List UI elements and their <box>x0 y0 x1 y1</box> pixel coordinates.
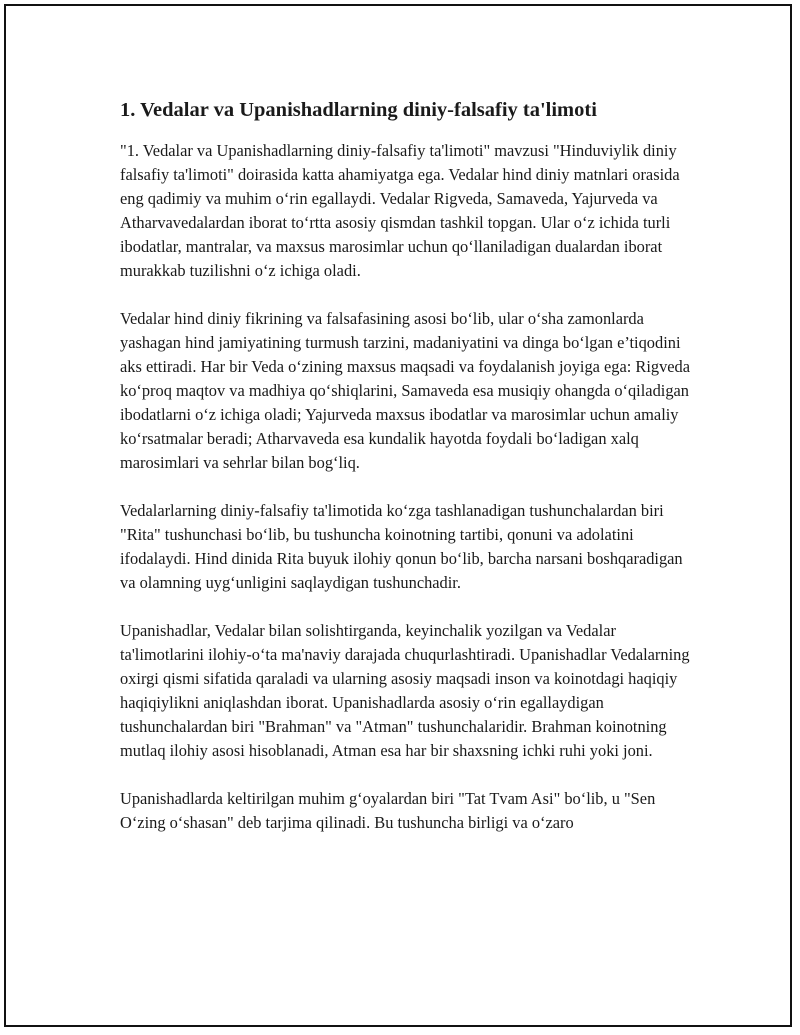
paragraph-2: Vedalar hind diniy fikrining va falsafasining asosi bo‘lib, ular o‘sha zamonlarda yashagan hind jamiyatining turmush tarzini, madaniyatini va dinga bo‘lgan e’tiqodini aks ettiradi. Har bir Veda o‘zining maxsus maqsadi va foydalanish joyiga ega: Rigveda ko‘proq maqtov va madhiya qo‘shiqlarini, Samaveda esa musiqiy ohangda o‘qiladigan ibodatlarni o‘z ichiga oladi; Yajurveda maxsus ibodatlar va marosimlar uchun amaliy ko‘rsatmalar beradi; Atharvaveda esa kundalik hayotda foydali bo‘ladigan xalq marosimlari va sehrlar bilan bog‘liq. <box>120 309 691 472</box>
document-title: 1. Vedalar va Upanishadlarning diniy-falsafiy ta'limoti <box>120 99 597 121</box>
document-content <box>120 96 700 859</box>
document-page <box>4 4 792 1027</box>
paragraph-4: Upanishadlar, Vedalar bilan solishtirganda, keyinchalik yozilgan va Vedalar ta'limotlarini ilohiy-o‘ta ma'naviy darajada chuqurlashtiradi. Upanishadlar Vedalarning oxirgi qismi sifatida qaraladi va ularning asosiy maqsadi inson va koinotdagi haqiqiy haqiqiylikni aniqlashdan iborat. Upanishadlarda asosiy o‘rin egallaydigan tushunchalardan biri "Brahman" va "Atman" tushunchalaridir. Brahman koinotning mutlaq ilohiy asosi hisoblanadi, Atman esa har bir shaxsning ichki ruhi yoki joni. <box>120 621 690 760</box>
paragraph-3: Vedalarlarning diniy-falsafiy ta'limotida ko‘zga tashlanadigan tushunchalardan biri "Rita" tushunchasi bo‘lib, bu tushuncha koinotning tartibi, qonuni va adolatini ifodalaydi. Hind dinida Rita buyuk ilohiy qonun bo‘lib, barcha narsani boshqaradigan va olamning uyg‘unligini saqlaydigan tushunchadir. <box>120 501 683 592</box>
paragraph-5: Upanishadlarda keltirilgan muhim g‘oyalardan biri "Tat Tvam Asi" bo‘lib, u "Sen O‘zing o‘shasan" deb tarjima qilinadi. Bu tushuncha birligi va o‘zaro <box>120 789 656 832</box>
paragraph-1: "1. Vedalar va Upanishadlarning diniy-falsafiy ta'limoti" mavzusi "Hinduviylik diniy falsafiy ta'limoti" doirasida katta ahamiyatga ega. Vedalar hind diniy matnlari orasida eng qadimiy va muhim o‘rin egallaydi. Vedalar Rigveda, Samaveda, Yajurveda va Atharvavedalardan iborat to‘rtta asosiy qismdan tashkil topgan. Ular o‘z ichida turli ibodatlar, mantralar, va maxsus marosimlar uchun qo‘llaniladigan dualardan iborat murakkab tuzilishni o‘z ichiga oladi. <box>120 141 680 280</box>
